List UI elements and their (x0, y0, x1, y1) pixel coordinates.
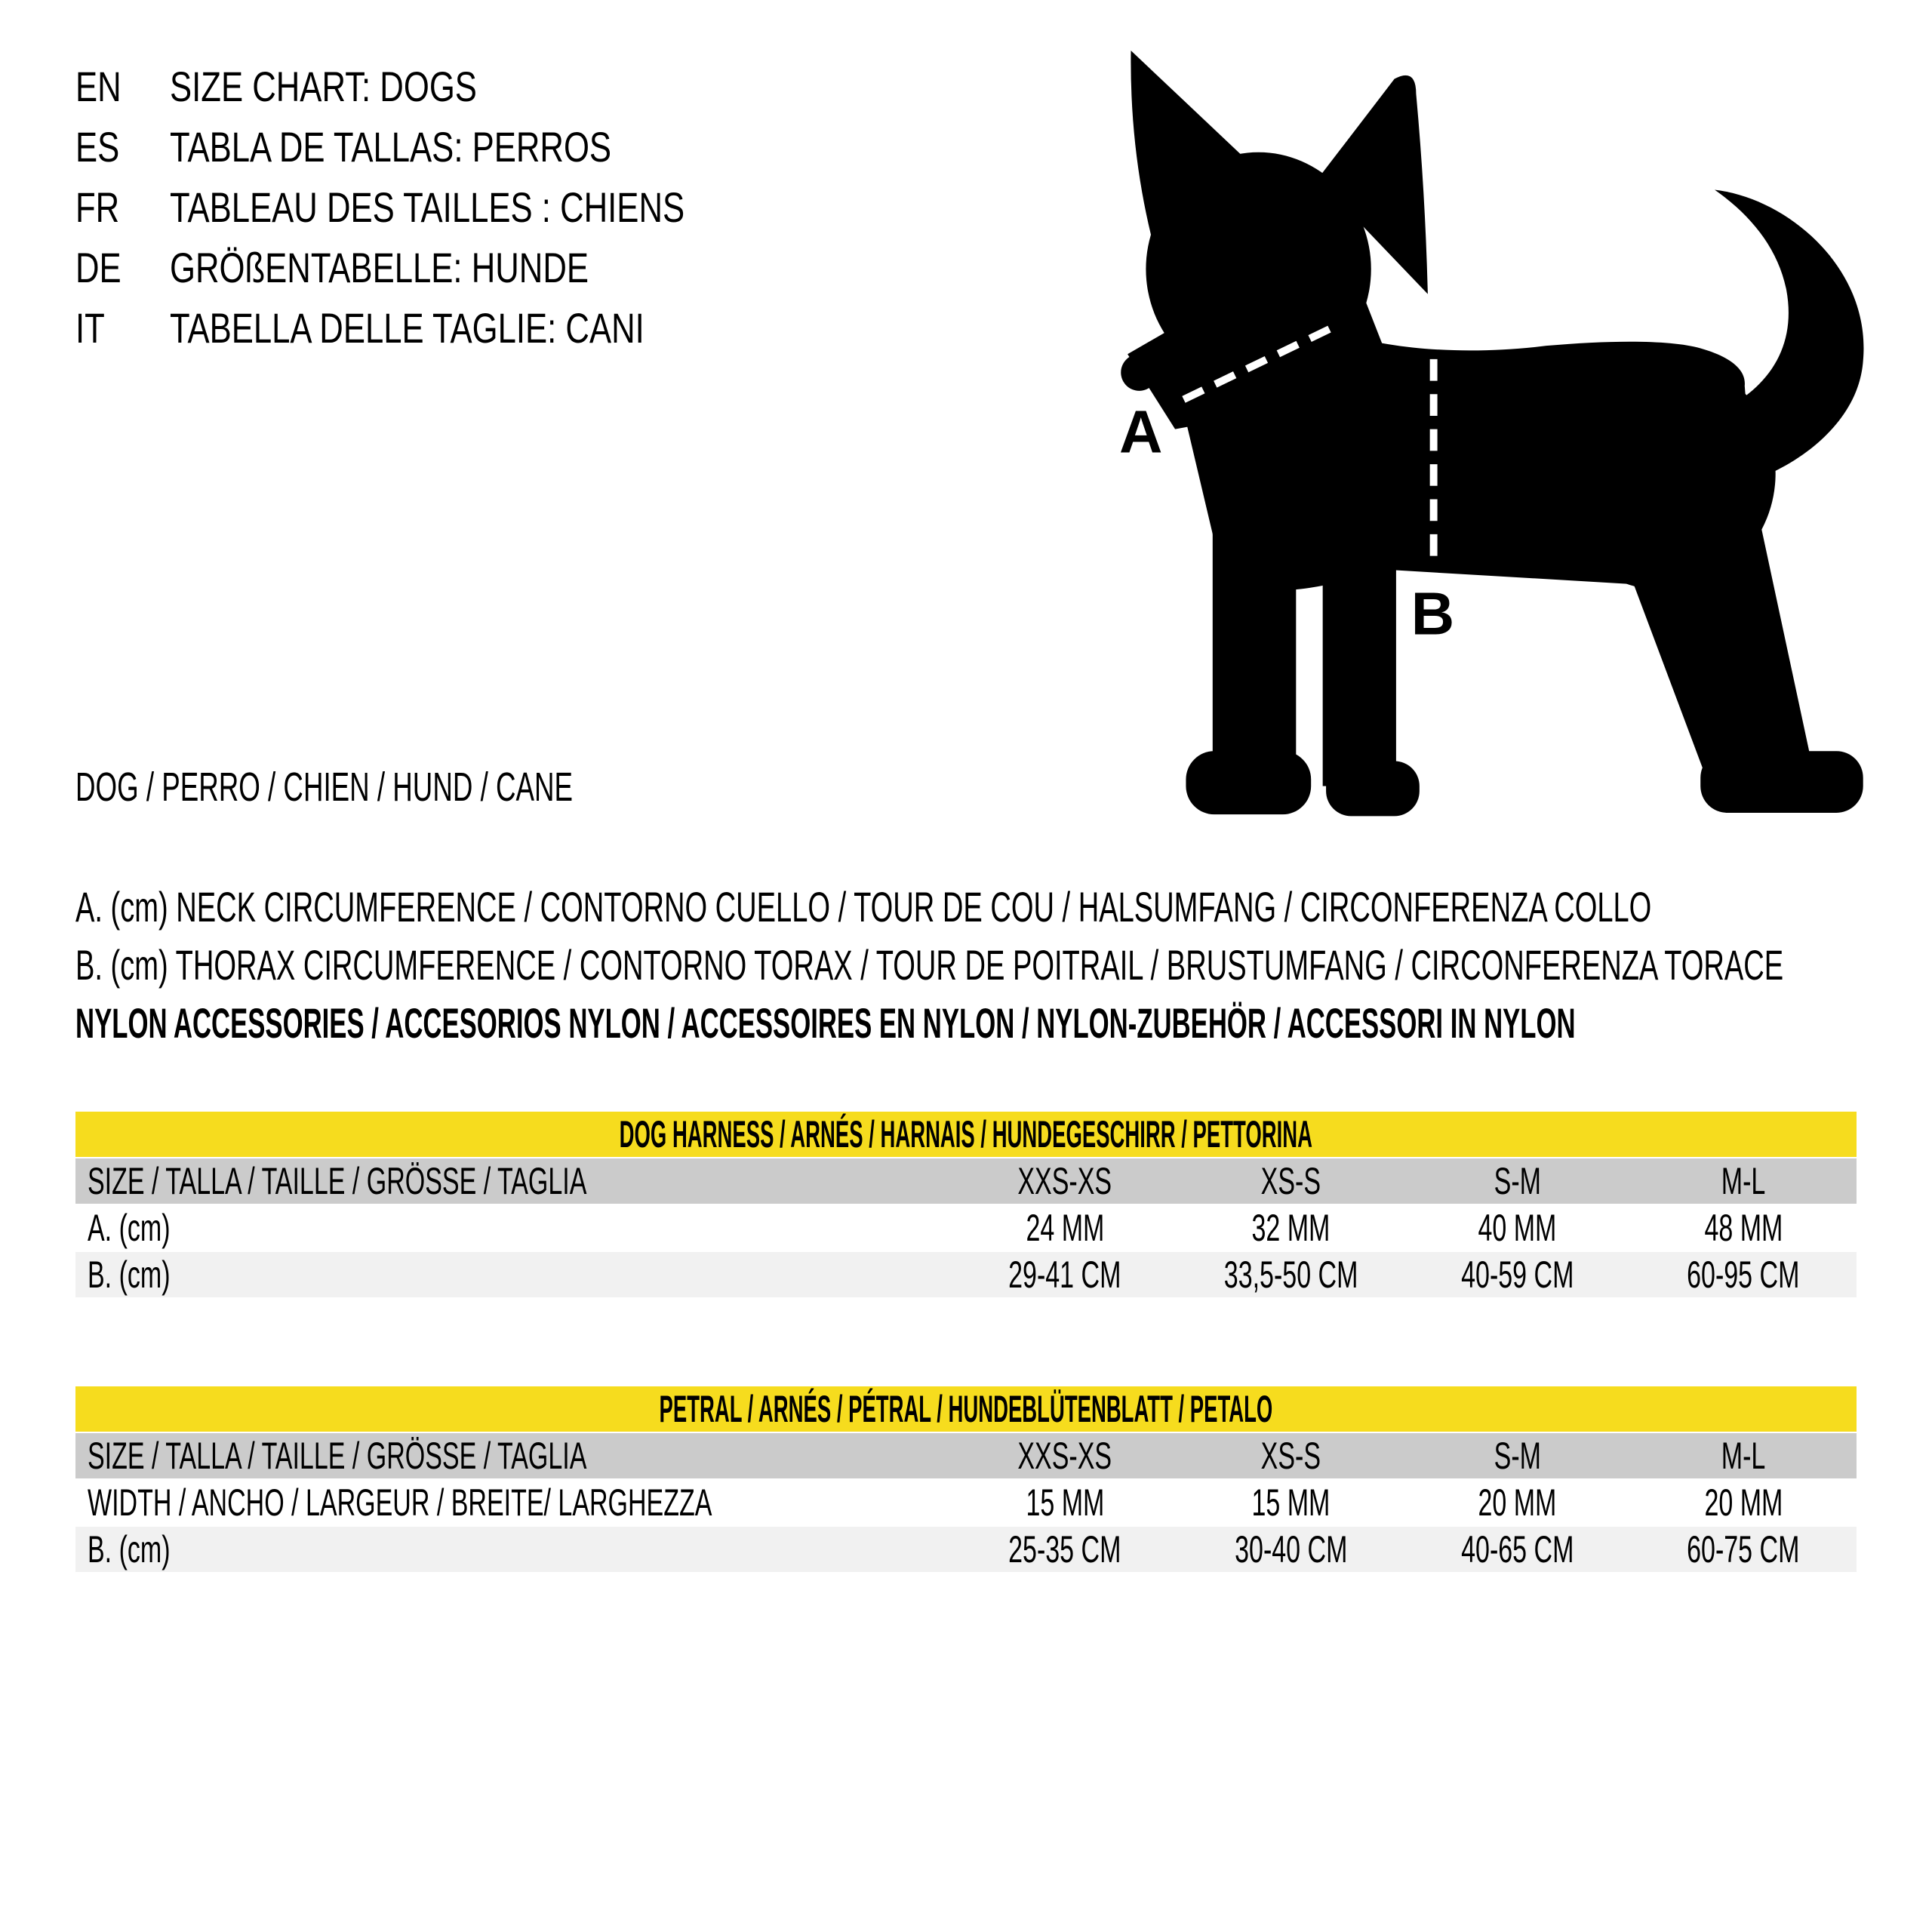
size-col-xs-s (1178, 1159, 1404, 1203)
dog-nose-shape (1121, 354, 1158, 391)
dog-front-paw-far-shape (1326, 761, 1420, 816)
value-cell (1178, 1527, 1404, 1571)
dog-front-paw-near-shape (1186, 751, 1311, 814)
value-text: 25-35 CM (1008, 1528, 1121, 1571)
value-text: 40 MM (1478, 1207, 1557, 1249)
value-text: 15 MM (1251, 1481, 1331, 1524)
dog-tail-shape (1715, 190, 1863, 479)
row-label-cell (75, 1527, 952, 1571)
dog-caption-line (75, 764, 807, 810)
language-code: IT (75, 304, 105, 352)
table-row-width (75, 1480, 1857, 1525)
value-text: 20 MM (1704, 1481, 1783, 1524)
value-text: 60-75 CM (1687, 1528, 1800, 1571)
size-col-s-m (1404, 1159, 1631, 1203)
material-note-text: NYLON ACCESSORIES / ACCESORIOS NYLON / ACCESSOIRES EN NYLON / NYLON-ZUBEHÖR / ACCESSORI IN NYLON (75, 999, 1576, 1047)
value-text: 29-41 CM (1008, 1254, 1121, 1296)
language-code: ES (75, 123, 120, 171)
table-title-row (75, 1112, 1857, 1157)
value-text: 32 MM (1251, 1207, 1331, 1249)
material-note (75, 1001, 1932, 1046)
language-code: FR (75, 183, 120, 231)
row-label-text: B. (cm) (88, 1528, 171, 1571)
table-title-row (75, 1386, 1857, 1432)
table-row-b (75, 1252, 1857, 1297)
language-title: GRÖßENTABELLE: HUNDE (170, 244, 589, 291)
language-title: TABELLA DELLE TAGLIE: CANI (170, 304, 645, 352)
dog-front-leg-far-shape (1323, 503, 1396, 786)
row-label-cell (75, 1206, 952, 1250)
size-col-m-l (1630, 1159, 1857, 1203)
measure-a-marker: A (1119, 398, 1163, 466)
size-col-text: XS-S (1261, 1160, 1321, 1202)
row-label-text: WIDTH / ANCHO / LARGEUR / BREITE/ LARGHEZZA (88, 1481, 712, 1524)
value-text: 48 MM (1704, 1207, 1783, 1249)
table-size-header-row (75, 1433, 1857, 1478)
value-cell (1178, 1253, 1404, 1297)
value-cell (952, 1527, 1178, 1571)
value-cell (1404, 1253, 1631, 1297)
measure-a-legend (75, 884, 1932, 930)
row-label-cell (75, 1481, 952, 1524)
value-text: 40-59 CM (1460, 1254, 1574, 1296)
row-label-text: A. (cm) (88, 1207, 171, 1249)
value-cell (952, 1253, 1178, 1297)
petral-size-table (75, 1386, 1857, 1574)
value-cell (1630, 1527, 1857, 1571)
size-col-xxs-xs (952, 1159, 1178, 1203)
value-cell (952, 1206, 1178, 1250)
measure-b-text: B. (cm) THORAX CIRCUMFERENCE / CONTORNO TORAX / TOUR DE POITRAIL / BRUSTUMFANG / CIRCONFERENZA TORACE (75, 941, 1784, 989)
table-row-b (75, 1527, 1857, 1572)
size-col-text: XXS-XS (1017, 1160, 1112, 1202)
row-label-text: B. (cm) (88, 1254, 171, 1296)
language-title: TABLEAU DES TAILLES : CHIENS (170, 183, 685, 231)
dog-silhouette-icon (1079, 19, 1913, 853)
size-label-cell (75, 1159, 952, 1203)
value-text: 33,5-50 CM (1223, 1254, 1358, 1296)
value-text: 60-95 CM (1687, 1254, 1800, 1296)
size-col-text: M-L (1721, 1160, 1766, 1202)
dog-hind-paw-shape (1700, 751, 1863, 813)
value-cell (952, 1481, 1178, 1524)
language-title: SIZE CHART: DOGS (170, 63, 477, 110)
language-code: DE (75, 244, 122, 291)
value-text: 15 MM (1026, 1481, 1104, 1524)
value-cell (1630, 1253, 1857, 1297)
size-col-text: XS-S (1261, 1435, 1321, 1477)
value-cell (1404, 1206, 1631, 1250)
size-col-text: M-L (1721, 1435, 1766, 1477)
value-cell (1404, 1527, 1631, 1571)
size-col-xs-s (1178, 1434, 1404, 1478)
size-col-text: S-M (1494, 1160, 1541, 1202)
value-text: 40-65 CM (1460, 1528, 1574, 1571)
value-cell (1178, 1206, 1404, 1250)
table-title: PETRAL / ARNÉS / PÉTRAL / HUNDEBLÜTENBLATT / PETALO (659, 1388, 1273, 1430)
dog-caption-text: DOG / PERRO / CHIEN / HUND / CANE (75, 764, 573, 810)
size-label-text: SIZE / TALLA / TAILLE / GRÖSSE / TAGLIA (88, 1160, 587, 1202)
size-label-cell (75, 1434, 952, 1478)
size-col-xxs-xs (952, 1434, 1178, 1478)
size-col-text: S-M (1494, 1435, 1541, 1477)
value-cell (1178, 1481, 1404, 1524)
value-cell (1630, 1481, 1857, 1524)
measure-b-marker: B (1411, 580, 1455, 648)
value-text: 30-40 CM (1235, 1528, 1348, 1571)
row-label-cell (75, 1253, 952, 1297)
dog-front-leg-near-shape (1213, 486, 1297, 774)
value-text: 24 MM (1026, 1207, 1104, 1249)
measure-b-legend (75, 943, 1932, 988)
language-title: TABLA DE TALLAS: PERROS (170, 123, 612, 171)
dog-silhouette-figure (1079, 19, 1913, 853)
value-cell (1404, 1481, 1631, 1524)
size-label-text: SIZE / TALLA / TAILLE / GRÖSSE / TAGLIA (88, 1435, 587, 1477)
harness-size-table (75, 1112, 1857, 1299)
size-col-s-m (1404, 1434, 1631, 1478)
measure-a-text: A. (cm) NECK CIRCUMFERENCE / CONTORNO CUELLO / TOUR DE COU / HALSUMFANG / CIRCONFERENZA COLLO (75, 883, 1652, 931)
value-cell (1630, 1206, 1857, 1250)
table-title: DOG HARNESS / ARNÉS / HARNAIS / HUNDEGESCHIRR / PETTORINA (619, 1113, 1313, 1155)
size-col-text: XXS-XS (1017, 1435, 1112, 1477)
table-size-header-row (75, 1158, 1857, 1204)
value-text: 20 MM (1478, 1481, 1557, 1524)
table-row-a (75, 1205, 1857, 1251)
size-col-m-l (1630, 1434, 1857, 1478)
language-code: EN (75, 63, 122, 110)
